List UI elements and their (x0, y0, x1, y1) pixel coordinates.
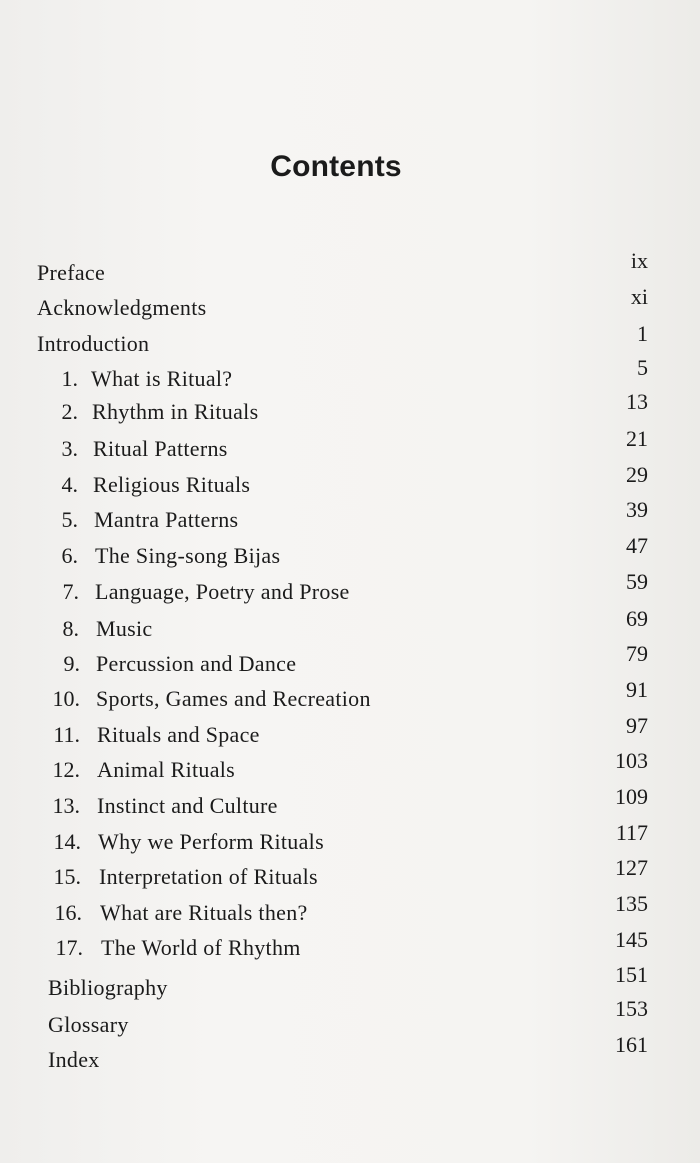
toc-entry-chapter-15 (0, 855, 700, 892)
toc-entry-page: 151 (615, 962, 648, 987)
chapter-page: 109 (615, 784, 648, 809)
chapter-page: 39 (626, 497, 648, 522)
chapter-number: 5. (61, 507, 78, 532)
chapter-title: Religious Rituals (93, 472, 251, 497)
chapter-number: 13. (52, 793, 80, 818)
toc-entry-page: 1 (637, 321, 648, 346)
chapter-title: The Sing-song Bijas (95, 543, 281, 568)
toc-entry-label: Glossary (48, 1012, 129, 1037)
chapter-title: Rituals and Space (97, 722, 260, 747)
chapter-number: 11. (53, 722, 80, 747)
chapter-number: 17. (55, 935, 83, 960)
toc-entry-chapter-17 (0, 927, 700, 963)
chapter-title: Interpretation of Rituals (99, 864, 318, 889)
chapter-page: 21 (626, 426, 648, 451)
chapter-title: Instinct and Culture (97, 793, 278, 818)
chapter-page: 91 (626, 677, 648, 702)
page-title: Contents (270, 150, 402, 183)
chapter-title: Ritual Patterns (93, 436, 228, 461)
toc-entry-label: Bibliography (48, 975, 168, 1000)
chapter-title: Rhythm in Rituals (92, 399, 259, 424)
chapter-number: 2. (61, 399, 78, 424)
toc-entry-label: Introduction (37, 331, 150, 356)
chapter-page: 47 (626, 533, 648, 558)
toc-entry-label: Index (48, 1047, 100, 1072)
chapter-page: 5 (637, 355, 648, 380)
chapter-page: 103 (615, 748, 648, 773)
chapter-title: Sports, Games and Recreation (96, 686, 371, 711)
chapter-title: What are Rituals then? (100, 900, 308, 925)
chapter-number: 4. (61, 472, 78, 497)
chapter-number: 6. (61, 543, 78, 568)
chapter-page: 135 (615, 891, 648, 916)
chapter-page: 145 (615, 927, 648, 952)
chapter-page: 97 (626, 713, 648, 738)
chapter-page: 13 (626, 389, 648, 414)
toc-entry-chapter-13 (0, 784, 700, 821)
chapter-page: 29 (626, 462, 648, 487)
chapter-number: 1. (61, 366, 78, 391)
toc-entry-chapter-16 (0, 891, 700, 928)
chapter-page: 79 (626, 641, 648, 666)
chapter-number: 7. (62, 579, 79, 604)
toc-entry-page: 161 (615, 1032, 648, 1057)
chapter-number: 9. (63, 651, 80, 676)
chapter-title: Music (96, 616, 153, 641)
chapter-number: 14. (53, 829, 81, 854)
toc-entry-index (0, 1032, 700, 1075)
chapter-number: 8. (62, 616, 79, 641)
chapter-page: 117 (615, 820, 648, 845)
toc-entry-label: Acknowledgments (37, 295, 207, 320)
chapter-title: Why we Perform Rituals (98, 829, 324, 854)
toc-entry-chapter-12 (0, 748, 700, 785)
chapter-number: 16. (54, 900, 82, 925)
toc-entry-page: ix (630, 248, 648, 273)
toc-entry-chapter-10 (0, 677, 700, 714)
chapter-title: What is Ritual? (91, 366, 233, 391)
chapter-page: 59 (626, 569, 648, 594)
chapter-page: 69 (626, 606, 648, 631)
chapter-number: 12. (52, 757, 80, 782)
toc-entry-page: xi (630, 284, 648, 309)
chapter-title: Language, Poetry and Prose (95, 579, 350, 604)
chapter-title: Percussion and Dance (96, 651, 297, 676)
chapter-page: 127 (615, 855, 648, 880)
toc-entry-chapter-7 (0, 569, 700, 607)
chapter-number: 10. (52, 686, 80, 711)
chapter-title: Mantra Patterns (94, 507, 239, 532)
toc-entry-chapter-2 (0, 389, 700, 427)
chapter-number: 15. (53, 864, 81, 889)
chapter-title: Animal Rituals (97, 757, 236, 782)
toc-entry-page: 153 (615, 996, 648, 1021)
chapter-number: 3. (61, 436, 78, 461)
chapter-title: The World of Rhythm (101, 935, 301, 960)
toc-entry-label: Preface (37, 260, 106, 285)
